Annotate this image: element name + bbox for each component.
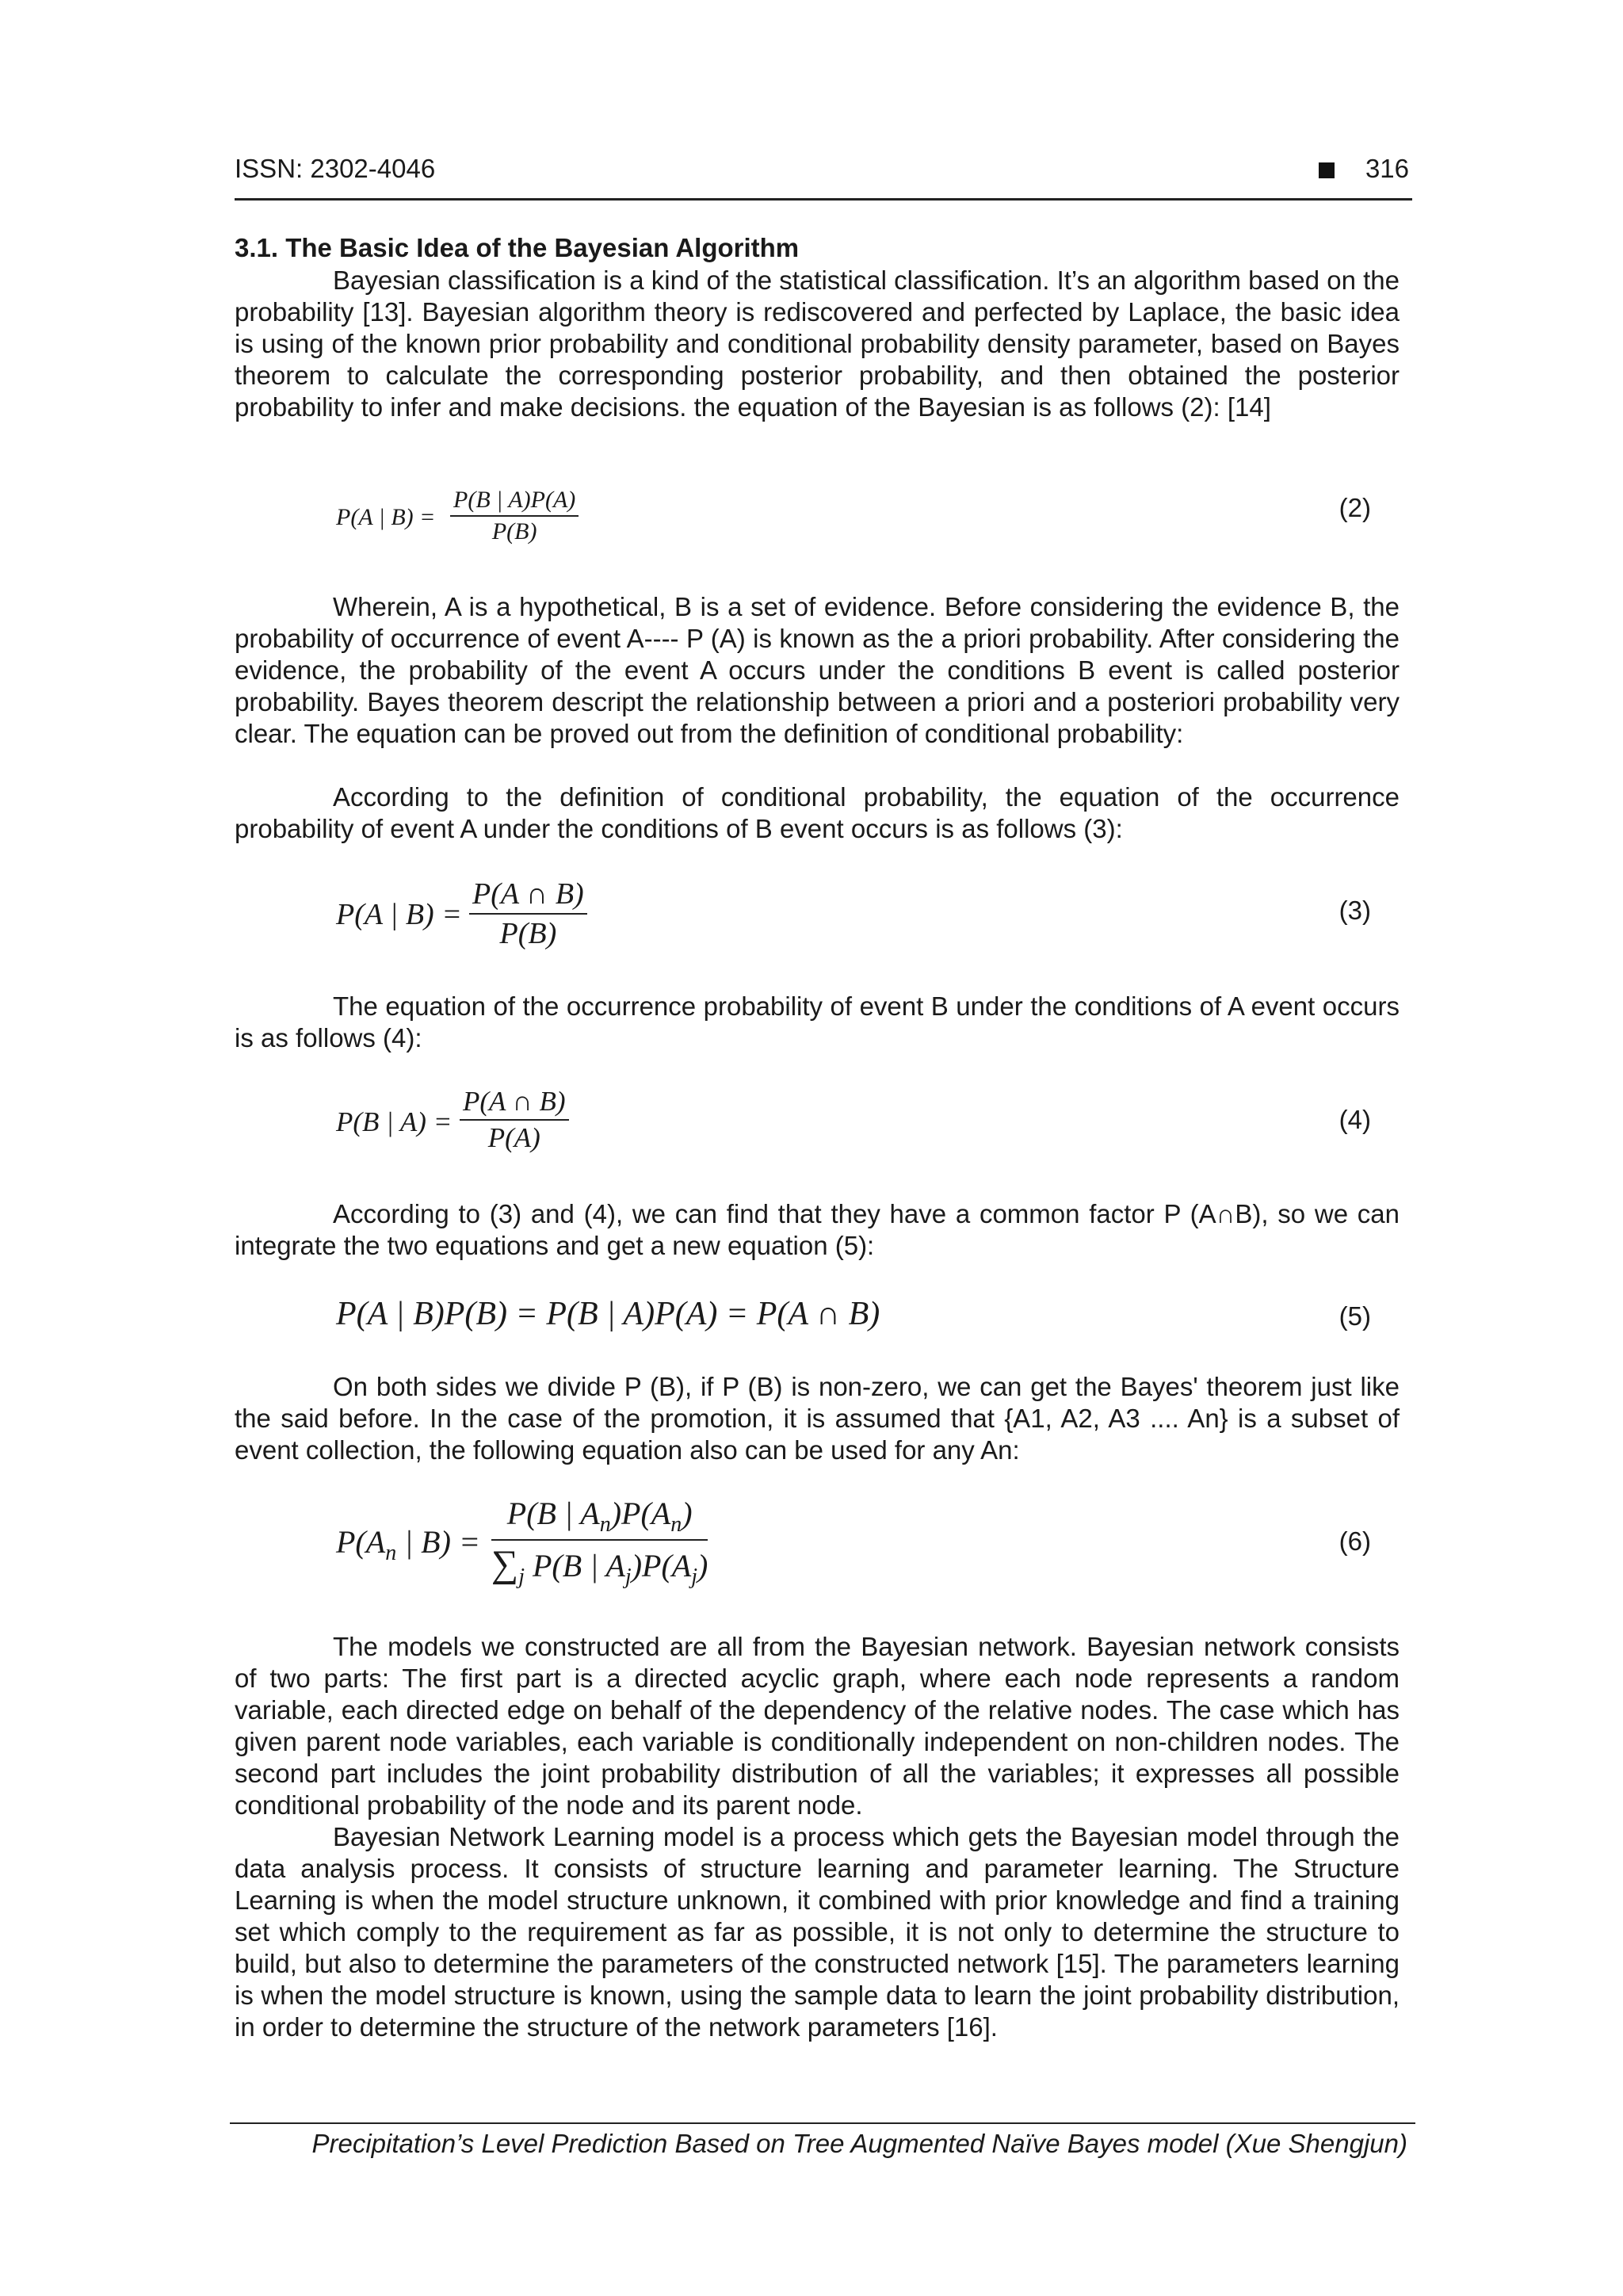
paragraph-common-factor: According to (3) and (4), we can find that they have a common factor P (A∩B), so we can integrate the two equations and get a new equation (5): [235, 1199, 1400, 1260]
equation-3-denominator: P(B) [499, 917, 557, 950]
paragraph-event-b: The equation of the occurrence probability of event B under the conditions of A event occurs is as follows (4): [235, 991, 1400, 1052]
equation-6 [0, 1495, 1623, 1598]
equation-3-number: (3) [1338, 896, 1371, 925]
equation-2-number: (2) [1338, 493, 1371, 522]
equation-6-fraction [491, 1495, 708, 1590]
paragraph-intro: Bayesian classification is a kind of the statistical classification. It’s an algorithm based on the probability [13]. Bayesian algorithm theory is rediscovered and perfected by Laplace, the basic idea is using of the known prior probability and conditional probability density parameter, based on Bayes theorem to calculate the corresponding posterior probability, and then obtained the posterior probability to infer and make decisions. the equation of the Bayesian is as follows (2): [14] [235, 266, 1400, 422]
equation-2 [0, 483, 1623, 563]
equation-3 [0, 877, 1623, 964]
equation-4-numerator: P(A ∩ B) [460, 1086, 569, 1121]
equation-4-denominator: P(A) [487, 1122, 540, 1153]
equation-6-number: (6) [1338, 1526, 1371, 1556]
journal-issn: ISSN: 2302-4046 [235, 154, 436, 183]
section-title: 3.1. The Basic Idea of the Bayesian Algorithm [235, 233, 800, 262]
paragraph-network-learning: Bayesian Network Learning model is a process which gets the Bayesian model through the data analysis process. It consists of structure learning and parameter learning. The Structure Learning is when the model structure unknown, it combined with prior knowledge and find a training set which comply to the requirement as far as possible, it is not only to determine the structure to build, but also to determine the parameters of the constructed network [15]. The parameters learning is when the model structure is known, using the sample data to learn the joint probability distribution, in order to determine the structure of the network parameters [16]. [235, 1822, 1400, 2042]
equation-2-numerator: P(B | A)P(A) [450, 487, 579, 517]
equation-4-fraction [460, 1086, 569, 1154]
equation-5-body: P(A | B)P(B) = P(B | A)P(A) = P(A ∩ B) [336, 1296, 880, 1332]
equation-2-denominator: P(B) [491, 518, 537, 544]
paragraph-generalization: On both sides we divide P (B), if P (B) is non-zero, we can get the Bayes' theorem just like the said before. In the case of the promotion, it is assumed that {A1, A2, A3 .... An} is a subset of event collection, the following equation also can be used for any An: [235, 1372, 1400, 1465]
equation-6-numerator: P(B | $A_n)P(A_n)$ [491, 1495, 708, 1541]
paragraph-bayesian-network: The models we constructed are all from the Bayesian network. Bayesian network consists of two parts: The first part is a directed acyclic graph, where each node represents a random variable, each directed edge on behalf of the dependency of the relative nodes. The case which has given parent node variables, each variable is conditionally independent on non-children nodes. The second part includes the joint probability distribution of all the variables; it expresses all possible conditional probability of the node and its parent node. [235, 1632, 1400, 1820]
paragraph-evidence: Wherein, A is a hypothetical, B is a set of evidence. Before considering the evidence B, the probability of occurrence of event A---- P (A) is known as the a priori probability. After considering the evidence, the probability of the event A occurs under the conditions B event is called posterior probability. Bayes theorem descript the relationship between a priori and a posteriori probability very clear. The equation can be proved out from the definition of conditional probability: [235, 592, 1400, 748]
equation-2-fraction [450, 487, 579, 545]
page-footer [230, 2122, 1415, 2158]
equation-4 [0, 1086, 1623, 1173]
square-bullet-icon [1319, 162, 1335, 178]
equation-3-numerator: P(A ∩ B) [469, 877, 587, 915]
equation-4-lhs: P(B | A) = [336, 1106, 453, 1137]
equation-3-lhs: P(A | B) = [336, 898, 462, 931]
equation-2-lhs: P(A | B) = [336, 504, 436, 530]
paragraph-conditional: According to the definition of conditional probability, the equation of the occurrence probability of event A under the conditions of B event occurs is as follows (3): [235, 782, 1400, 843]
equation-4-number: (4) [1338, 1105, 1371, 1134]
equation-6-lhs: $P(A_n$ | B) = [336, 1524, 480, 1565]
equation-5 [0, 1290, 1623, 1346]
equation-3-fraction [469, 877, 587, 951]
equation-6-denominator: $\sum_j$ P(B | $A_j)P(A_j)$ [491, 1543, 708, 1589]
page-header [235, 152, 1412, 201]
page-number: 316 [1365, 154, 1409, 183]
footer-title: Precipitation’s Level Prediction Based on Tree Augmented Naïve Bayes model (Xue Shengjun) [311, 2129, 1407, 2158]
equation-5-number: (5) [1338, 1301, 1371, 1331]
